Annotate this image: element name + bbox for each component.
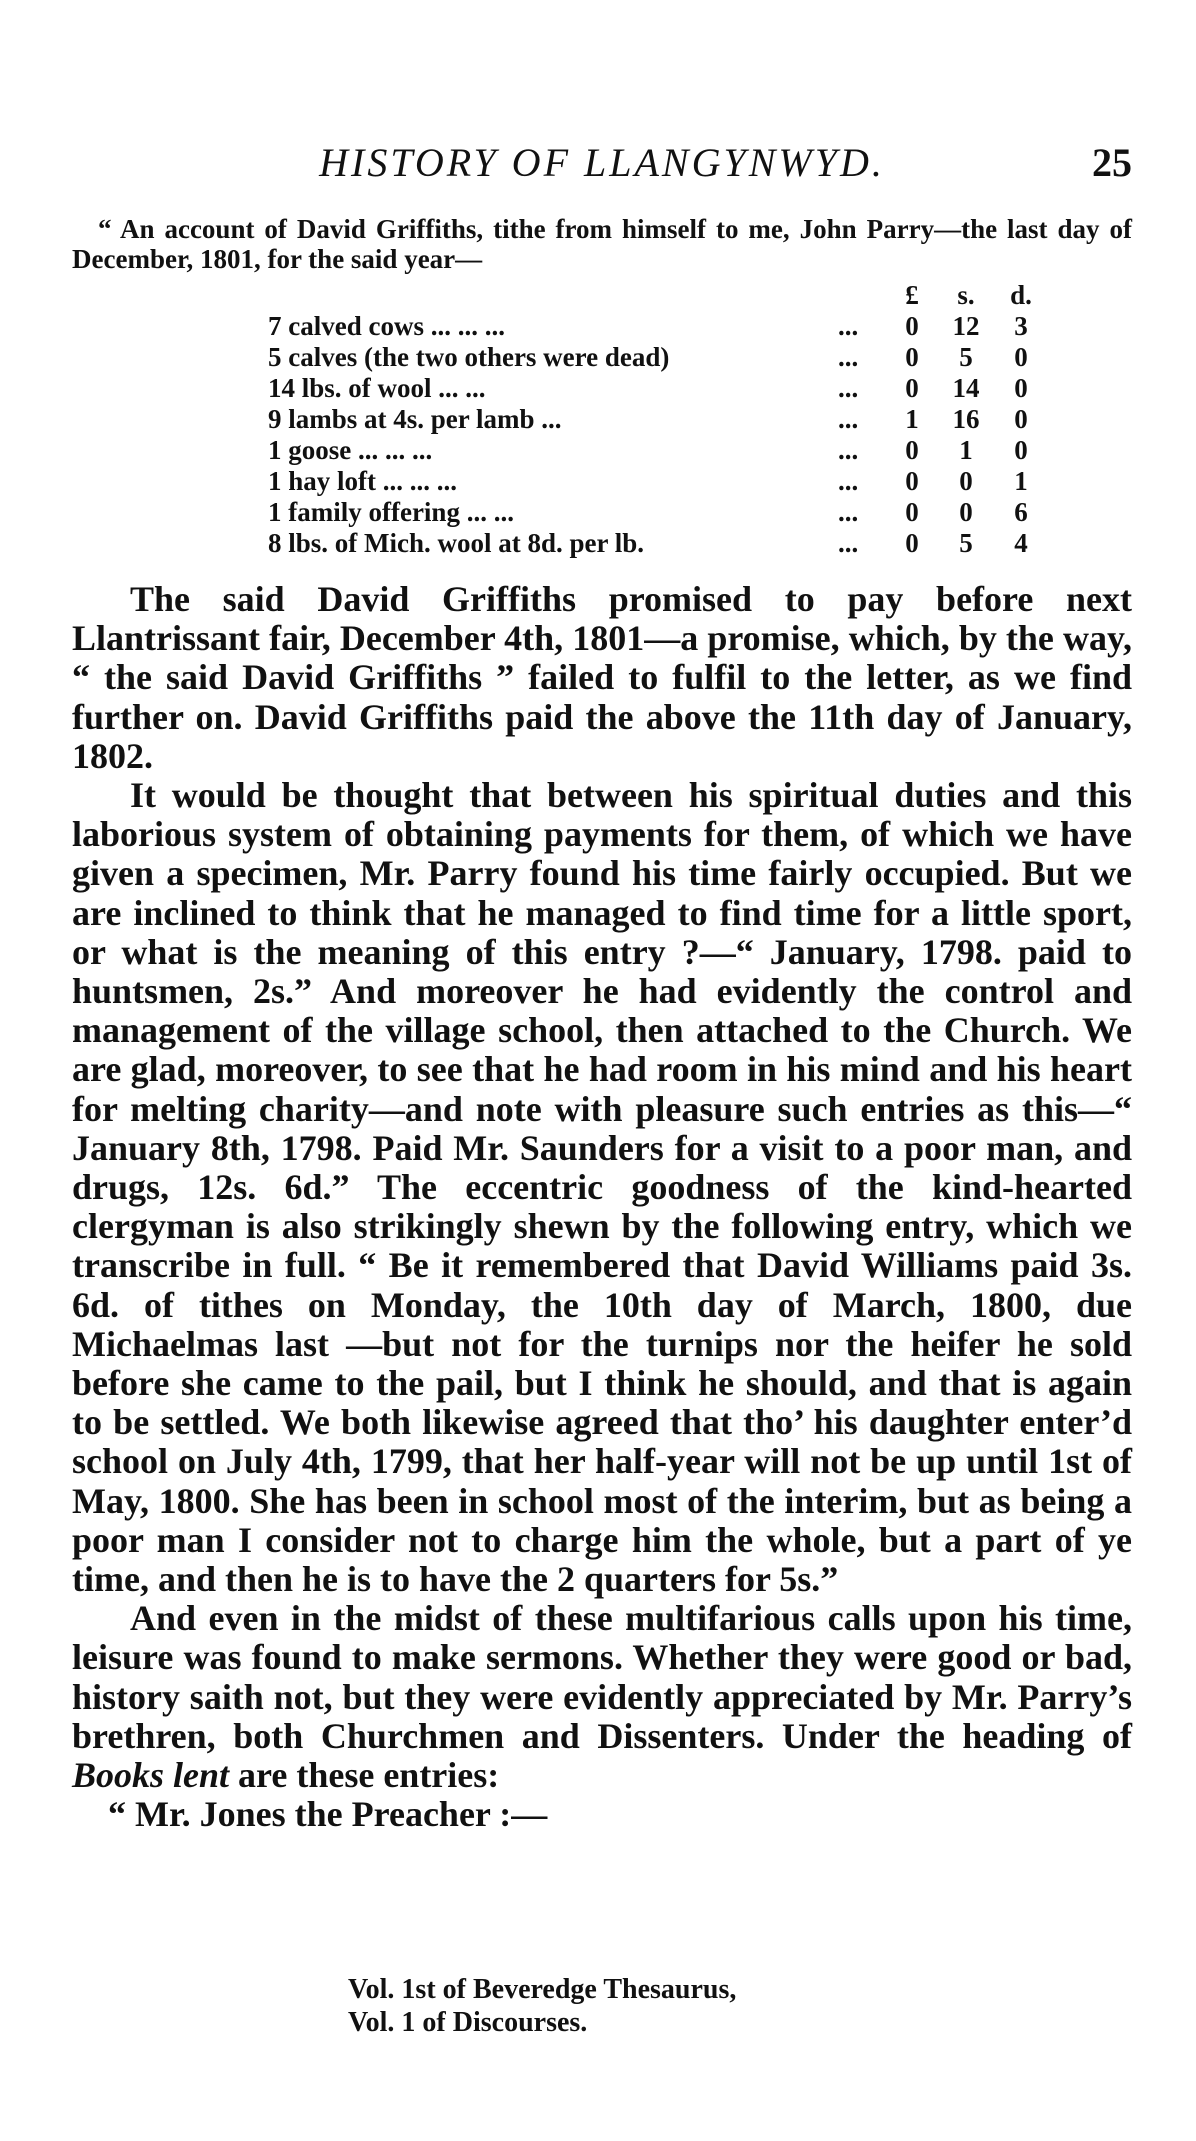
row-pounds: 0 <box>905 311 919 341</box>
running-title: HISTORY OF LLANGYNWYD. <box>319 140 885 185</box>
row-pence: 0 <box>1014 373 1028 403</box>
row-dots: ... <box>838 435 859 465</box>
list-item: Vol. 1st of Beveredge Thesaurus, <box>348 1974 737 2005</box>
row-item: 14 lbs. of wool ... ... <box>268 373 486 403</box>
quote-line: “ Mr. Jones the Preacher :— <box>108 1794 548 1835</box>
page-number: 25 <box>1092 140 1132 185</box>
row-pence: 4 <box>1014 528 1028 558</box>
row-shillings: 5 <box>959 342 973 372</box>
table-row <box>268 497 1048 528</box>
row-pounds: 0 <box>905 497 919 527</box>
row-item: 9 lambs at 4s. per lamb ... <box>268 404 562 434</box>
row-pounds: 0 <box>905 528 919 558</box>
row-shillings: 5 <box>959 528 973 558</box>
row-shillings: 12 <box>952 311 980 341</box>
row-item: 1 hay loft ... ... ... <box>268 466 457 496</box>
header-item <box>268 280 838 311</box>
row-pence: 0 <box>1014 404 1028 434</box>
account-intro-text: “ An account of David Griffiths, tithe from himself to me, John Parry—the last day of December, 1801, for the said year— <box>72 214 1132 274</box>
paragraph: The said David Griffiths promised to pay before next Llantrissant fair, December 4th, 1801—a promise, which, by the way, “ the said David Griffiths ” failed to fulfil to the letter, as we find further on. David Griffiths paid the above the 11th day of January, 1802. <box>72 579 1132 776</box>
table-row <box>268 435 1048 466</box>
row-shillings: 14 <box>952 373 980 403</box>
row-shillings: 16 <box>952 404 980 434</box>
row-item: 7 calved cows ... ... ... <box>268 311 505 341</box>
header-pence: d. <box>1010 280 1032 310</box>
row-dots: ... <box>838 528 859 558</box>
paragraph: It would be thought that between his spiritual duties and this laborious system of obtaining payments for them, of which we have given a specimen, Mr. Parry found his time fairly occupied. But we are inclined to think that he managed to find time for a little sport, or what is the meaning of this entry ?—“ January, 1798. paid to huntsmen, 2s.” And moreover he had evidently the control and management of the village school, then attached to the Church. We are glad, moreover, to see that he had room in his mind and his heart for melting charity—and note with pleasure such entries as this—“ January 8th, 1798. Paid Mr. Saunders for a visit to a poor man, and drugs, 12s. 6d.” The eccentric goodness of the kind-hearted clergyman is also strikingly shewn by the following entry, which we transcribe in full. “ Be it remembered that David Williams paid 3s. 6d. of tithes on Monday, the 10th day of March, 1800, due Michaelmas last —but not for the turnips nor the heifer he sold before she came to the pail, but I think he should, and that is again to be settled. We both likewise agreed that tho’ his daughter enter’d school on July 4th, 1799, that her half-year will not be up until 1st of May, 1800. She has been in school most of the interim, but as being a poor man I consider not to charge him the whole, but a part of ye time, and then he is to have the 2 quarters for 5s.” <box>72 775 1132 1600</box>
header-shillings: s. <box>957 280 975 310</box>
row-pounds: 0 <box>905 342 919 372</box>
tithe-table-header <box>268 280 1048 311</box>
row-pence: 1 <box>1014 466 1028 496</box>
paragraph-books-lent <box>72 1599 1132 1795</box>
row-shillings: 0 <box>959 497 973 527</box>
row-shillings: 0 <box>959 466 973 496</box>
table-row <box>268 404 1048 435</box>
row-dots: ... <box>838 466 859 496</box>
row-dots: ... <box>838 497 859 527</box>
row-pounds: 1 <box>905 404 919 434</box>
books-lent-heading: Books lent <box>72 1755 230 1796</box>
tithe-table <box>268 280 1048 559</box>
row-dots: ... <box>838 311 859 341</box>
row-pence: 3 <box>1014 311 1028 341</box>
list-item: Vol. 1 of Discourses. <box>348 2007 588 2038</box>
table-row <box>268 466 1048 497</box>
row-pounds: 0 <box>905 435 919 465</box>
row-item: 1 goose ... ... ... <box>268 435 433 465</box>
row-item: 5 calves (the two others were dead) <box>268 342 670 372</box>
row-pounds: 0 <box>905 466 919 496</box>
row-item: 8 lbs. of Mich. wool at 8d. per lb. <box>268 528 645 558</box>
row-pounds: 0 <box>905 373 919 403</box>
paragraph-tail: are these entries: <box>229 1755 500 1796</box>
paragraph-text: And even in the midst of these multifarious calls upon his time, leisure was found to make sermons. Whether they were good or bad, history saith not, but they were evidently appreciated by Mr. Parry’s brethren, both Churchmen and Dissenters. Under the heading of <box>72 1598 1132 1756</box>
row-pence: 6 <box>1014 497 1028 527</box>
header-pounds: £ <box>905 280 919 310</box>
row-item: 1 family offering ... ... <box>268 497 514 527</box>
account-intro <box>72 214 1132 274</box>
row-pence: 0 <box>1014 435 1028 465</box>
table-row <box>268 311 1048 342</box>
row-pence: 0 <box>1014 342 1028 372</box>
row-dots: ... <box>838 373 859 403</box>
row-dots: ... <box>838 404 859 434</box>
header-spacer <box>838 280 886 311</box>
body-text <box>72 580 1132 1835</box>
books-list <box>348 1973 1048 2039</box>
row-shillings: 1 <box>959 435 973 465</box>
row-dots: ... <box>838 342 859 372</box>
table-row <box>268 342 1048 373</box>
table-row <box>268 373 1048 404</box>
running-head <box>72 138 1132 188</box>
table-row <box>268 528 1048 559</box>
